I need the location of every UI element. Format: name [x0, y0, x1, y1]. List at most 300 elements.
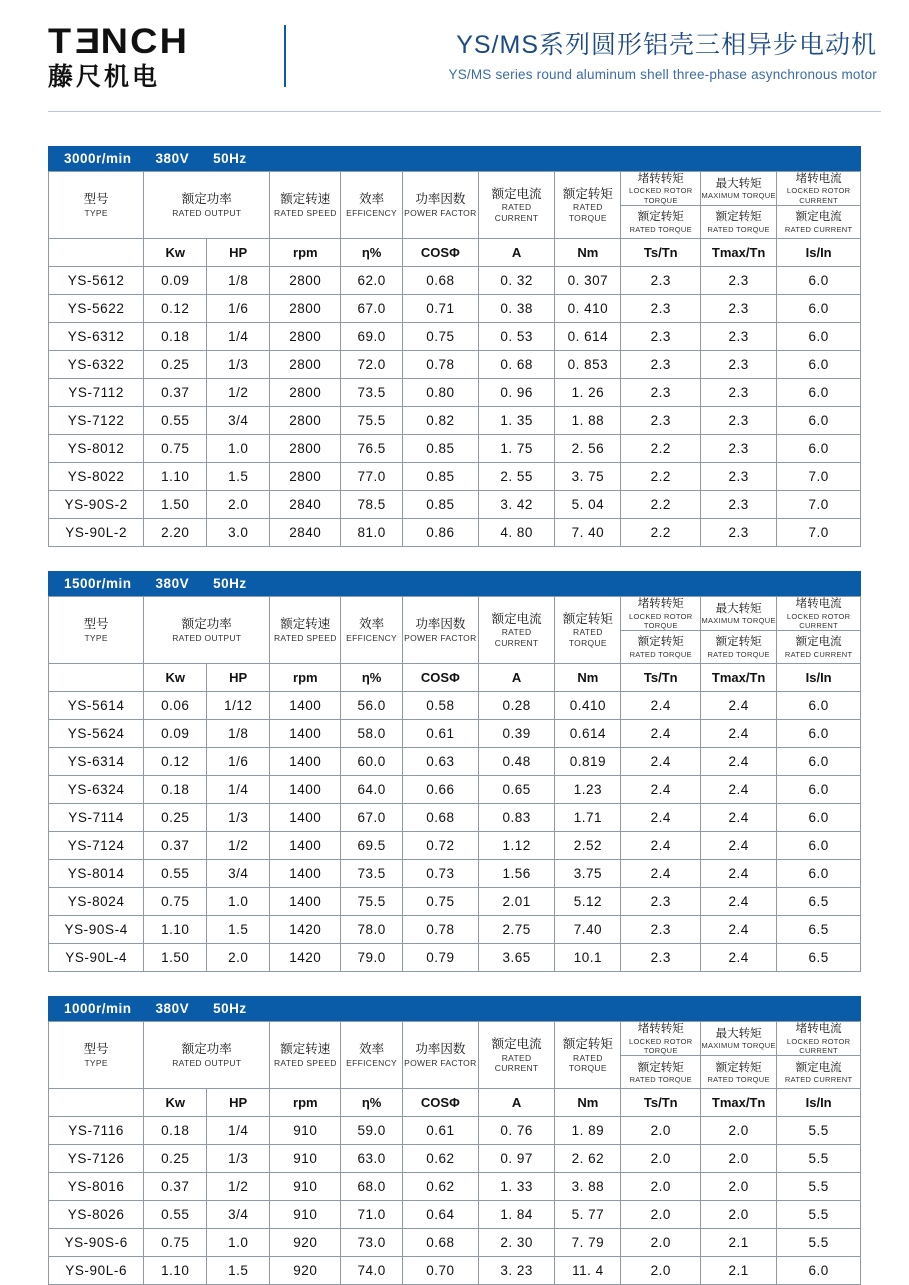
cell-tmax-tn: 2.0	[701, 1173, 777, 1201]
cell-type: YS-5612	[49, 267, 144, 295]
cell-type: YS-8016	[49, 1173, 144, 1201]
spec-table	[48, 171, 861, 547]
cell-ts-tn: 2.2	[621, 491, 701, 519]
unit-tmax-tn: Tmax/Tn	[701, 664, 777, 692]
cell-cos: 0.85	[402, 435, 478, 463]
cell-is-in: 6.0	[777, 407, 861, 435]
cell-kw: 0.25	[144, 804, 207, 832]
unit-cos: COSΦ	[402, 239, 478, 267]
table-row	[49, 832, 861, 860]
cell-kw: 1.50	[144, 944, 207, 972]
header-row-units	[49, 1089, 861, 1117]
cell-hp: 1/2	[207, 1173, 270, 1201]
table-row	[49, 1229, 861, 1257]
cell-eff: 73.5	[341, 379, 402, 407]
cell-tmax-tn: 2.4	[701, 692, 777, 720]
cell-is-in: 7.0	[777, 519, 861, 547]
cell-tmax-tn: 2.4	[701, 860, 777, 888]
table-row	[49, 407, 861, 435]
col-rated-speed: 额定转速 RATED SPEED	[270, 172, 341, 239]
cell-rpm: 920	[270, 1257, 341, 1285]
cell-ts-tn: 2.2	[621, 519, 701, 547]
cell-cos: 0.78	[402, 916, 478, 944]
cell-hp: 3.0	[207, 519, 270, 547]
cell-kw: 2.20	[144, 519, 207, 547]
band-speed: 3000r/min	[64, 151, 132, 166]
cell-kw: 1.10	[144, 463, 207, 491]
cell-amp: 1. 33	[478, 1173, 554, 1201]
cell-is-in: 6.5	[777, 944, 861, 972]
band-frequency: 50Hz	[213, 1001, 247, 1017]
col-locked-rotor-torque: 堵转转矩 LOCKED ROTOR TORQUE	[621, 597, 701, 631]
unit-eff: η%	[341, 664, 402, 692]
cell-cos: 0.61	[402, 1117, 478, 1145]
cell-type: YS-6322	[49, 351, 144, 379]
unit-ts-tn: Ts/Tn	[621, 664, 701, 692]
cell-tmax-tn: 2.4	[701, 888, 777, 916]
cell-kw: 0.75	[144, 888, 207, 916]
cell-type: YS-5622	[49, 295, 144, 323]
cell-type: YS-8014	[49, 860, 144, 888]
col-power-factor: 功率因数 POWER FACTOR	[402, 172, 478, 239]
cell-hp: 1/4	[207, 776, 270, 804]
header-row-units	[49, 239, 861, 267]
cell-nm: 7. 79	[555, 1229, 621, 1257]
cell-amp: 1. 75	[478, 435, 554, 463]
cell-tmax-tn: 2.0	[701, 1145, 777, 1173]
cell-rpm: 2800	[270, 295, 341, 323]
cell-is-in: 6.0	[777, 351, 861, 379]
cell-rpm: 2800	[270, 463, 341, 491]
col-power-factor: 功率因数 POWER FACTOR	[402, 597, 478, 664]
cell-ts-tn: 2.3	[621, 888, 701, 916]
cell-nm: 1. 26	[555, 379, 621, 407]
cell-type: YS-7126	[49, 1145, 144, 1173]
cell-kw: 0.12	[144, 748, 207, 776]
cell-is-in: 6.0	[777, 804, 861, 832]
cell-tmax-tn: 2.3	[701, 267, 777, 295]
header-title-block	[312, 30, 881, 81]
cell-eff: 62.0	[341, 267, 402, 295]
cell-ts-tn: 2.3	[621, 351, 701, 379]
cell-hp: 1.5	[207, 463, 270, 491]
cell-amp: 0. 38	[478, 295, 554, 323]
cell-amp: 0.28	[478, 692, 554, 720]
unit-cos: COSΦ	[402, 664, 478, 692]
unit-is-in: Is/In	[777, 1089, 861, 1117]
unit-amp: A	[478, 1089, 554, 1117]
cell-type: YS-90S-6	[49, 1229, 144, 1257]
cell-kw: 0.18	[144, 1117, 207, 1145]
col-locked-rotor-current: 堵转电流 LOCKED ROTOR CURRENT	[777, 1022, 861, 1056]
cell-type: YS-7116	[49, 1117, 144, 1145]
cell-tmax-tn: 2.4	[701, 748, 777, 776]
cell-is-in: 6.0	[777, 435, 861, 463]
cell-is-in: 6.0	[777, 267, 861, 295]
brand-logo	[48, 20, 278, 92]
cell-hp: 1/6	[207, 748, 270, 776]
cell-tmax-tn: 2.4	[701, 776, 777, 804]
cell-hp: 1/2	[207, 832, 270, 860]
cell-rpm: 2800	[270, 267, 341, 295]
col-locked-rotor-torque: 堵转转矩 LOCKED ROTOR TORQUE	[621, 1022, 701, 1056]
cell-type: YS-7112	[49, 379, 144, 407]
cell-ts-tn: 2.4	[621, 776, 701, 804]
cell-eff: 77.0	[341, 463, 402, 491]
cell-kw: 1.10	[144, 916, 207, 944]
cell-eff: 63.0	[341, 1145, 402, 1173]
cell-eff: 78.5	[341, 491, 402, 519]
cell-rpm: 910	[270, 1173, 341, 1201]
section-band	[48, 996, 861, 1021]
cell-cos: 0.82	[402, 407, 478, 435]
cell-eff: 72.0	[341, 351, 402, 379]
unit-nm: Nm	[555, 1089, 621, 1117]
table-row	[49, 267, 861, 295]
unit-eff: η%	[341, 239, 402, 267]
cell-type: YS-8024	[49, 888, 144, 916]
col-rated-torque: 额定转矩 RATED TORQUE	[555, 172, 621, 239]
cell-ts-tn: 2.3	[621, 916, 701, 944]
cell-rpm: 1420	[270, 916, 341, 944]
cell-rpm: 1400	[270, 860, 341, 888]
cell-is-in: 5.5	[777, 1145, 861, 1173]
table-row	[49, 491, 861, 519]
unit-hp: HP	[207, 239, 270, 267]
col-sub-rated-current: 额定电流 RATED CURRENT	[777, 206, 861, 239]
cell-nm: 10.1	[555, 944, 621, 972]
cell-cos: 0.78	[402, 351, 478, 379]
cell-rpm: 2840	[270, 519, 341, 547]
cell-nm: 0. 853	[555, 351, 621, 379]
spec-table	[48, 1021, 861, 1285]
cell-nm: 0.614	[555, 720, 621, 748]
unit-ts-tn: Ts/Tn	[621, 239, 701, 267]
cell-type: YS-90L-2	[49, 519, 144, 547]
logo-chinese-name: 藤尺机电	[48, 63, 161, 92]
cell-nm: 2.52	[555, 832, 621, 860]
cell-is-in: 6.5	[777, 916, 861, 944]
col-efficiency: 效率 EFFICENCY	[341, 1022, 402, 1089]
cell-nm: 7.40	[555, 916, 621, 944]
cell-nm: 0. 410	[555, 295, 621, 323]
cell-tmax-tn: 2.0	[701, 1201, 777, 1229]
cell-is-in: 6.0	[777, 832, 861, 860]
section-band	[48, 146, 861, 171]
cell-eff: 67.0	[341, 295, 402, 323]
cell-kw: 0.18	[144, 776, 207, 804]
cell-ts-tn: 2.3	[621, 267, 701, 295]
cell-kw: 1.50	[144, 491, 207, 519]
cell-hp: 1.0	[207, 1229, 270, 1257]
cell-type: YS-6324	[49, 776, 144, 804]
band-speed: 1500r/min	[64, 576, 132, 592]
col-locked-rotor-current: 堵转电流 LOCKED ROTOR CURRENT	[777, 172, 861, 206]
col-locked-rotor-torque: 堵转转矩 LOCKED ROTOR TORQUE	[621, 172, 701, 206]
table-row	[49, 720, 861, 748]
cell-eff: 75.5	[341, 888, 402, 916]
col-type: 型号 TYPE	[49, 172, 144, 239]
cell-nm: 1. 88	[555, 407, 621, 435]
col-sub-rated-current: 额定电流 RATED CURRENT	[777, 631, 861, 664]
cell-tmax-tn: 2.4	[701, 832, 777, 860]
cell-is-in: 6.0	[777, 860, 861, 888]
cell-nm: 1. 89	[555, 1117, 621, 1145]
cell-amp: 2.01	[478, 888, 554, 916]
cell-nm: 2. 62	[555, 1145, 621, 1173]
cell-ts-tn: 2.0	[621, 1257, 701, 1285]
col-sub-rated-torque-1: 额定转矩 RATED TORQUE	[621, 1056, 701, 1089]
cell-cos: 0.62	[402, 1145, 478, 1173]
cell-nm: 0. 614	[555, 323, 621, 351]
col-efficiency: 效率 EFFICENCY	[341, 597, 402, 664]
cell-cos: 0.86	[402, 519, 478, 547]
table-row	[49, 748, 861, 776]
cell-rpm: 2800	[270, 435, 341, 463]
col-rated-output: 额定功率 RATED OUTPUT	[144, 1022, 270, 1089]
table-row	[49, 888, 861, 916]
cell-eff: 76.5	[341, 435, 402, 463]
cell-type: YS-6314	[49, 748, 144, 776]
cell-hp: 1/6	[207, 295, 270, 323]
cell-type: YS-8012	[49, 435, 144, 463]
cell-eff: 69.0	[341, 323, 402, 351]
col-maximum-torque: 最大转矩 MAXIMUM TORQUE	[701, 597, 777, 631]
cell-rpm: 910	[270, 1201, 341, 1229]
cell-kw: 0.55	[144, 1201, 207, 1229]
cell-ts-tn: 2.4	[621, 860, 701, 888]
cell-rpm: 1420	[270, 944, 341, 972]
cell-nm: 7. 40	[555, 519, 621, 547]
cell-hp: 1/3	[207, 804, 270, 832]
cell-rpm: 920	[270, 1229, 341, 1257]
spec-table	[48, 596, 861, 972]
section-1500rpm	[48, 571, 861, 972]
cell-eff: 79.0	[341, 944, 402, 972]
cell-cos: 0.73	[402, 860, 478, 888]
cell-hp: 3/4	[207, 407, 270, 435]
cell-ts-tn: 2.2	[621, 463, 701, 491]
cell-eff: 60.0	[341, 748, 402, 776]
col-rated-output: 额定功率 RATED OUTPUT	[144, 597, 270, 664]
cell-kw: 0.37	[144, 832, 207, 860]
cell-eff: 75.5	[341, 407, 402, 435]
cell-hp: 1/4	[207, 1117, 270, 1145]
cell-hp: 1.0	[207, 435, 270, 463]
spec-sheet	[0, 146, 909, 1285]
table-row	[49, 860, 861, 888]
cell-hp: 1/3	[207, 351, 270, 379]
cell-cos: 0.72	[402, 832, 478, 860]
cell-cos: 0.68	[402, 1229, 478, 1257]
cell-amp: 0. 53	[478, 323, 554, 351]
table-row	[49, 463, 861, 491]
cell-ts-tn: 2.3	[621, 407, 701, 435]
cell-tmax-tn: 2.4	[701, 916, 777, 944]
col-type: 型号 TYPE	[49, 597, 144, 664]
band-speed: 1000r/min	[64, 1001, 132, 1017]
cell-eff: 64.0	[341, 776, 402, 804]
cell-tmax-tn: 2.3	[701, 351, 777, 379]
band-frequency: 50Hz	[213, 576, 247, 592]
cell-nm: 3.75	[555, 860, 621, 888]
cell-type: YS-7114	[49, 804, 144, 832]
table-row	[49, 944, 861, 972]
cell-rpm: 1400	[270, 748, 341, 776]
cell-amp: 1. 84	[478, 1201, 554, 1229]
cell-amp: 0.83	[478, 804, 554, 832]
cell-nm: 5. 04	[555, 491, 621, 519]
cell-eff: 71.0	[341, 1201, 402, 1229]
cell-rpm: 2840	[270, 491, 341, 519]
table-row	[49, 1145, 861, 1173]
cell-amp: 3. 23	[478, 1257, 554, 1285]
col-rated-output: 额定功率 RATED OUTPUT	[144, 172, 270, 239]
cell-nm: 5. 77	[555, 1201, 621, 1229]
cell-kw: 0.25	[144, 351, 207, 379]
section-3000rpm	[48, 146, 861, 547]
unit-rpm: rpm	[270, 239, 341, 267]
page-title-cn: YS/MS系列圆形铝壳三相异步电动机	[456, 31, 877, 60]
cell-nm: 11. 4	[555, 1257, 621, 1285]
cell-cos: 0.64	[402, 1201, 478, 1229]
cell-ts-tn: 2.0	[621, 1173, 701, 1201]
cell-nm: 5.12	[555, 888, 621, 916]
cell-tmax-tn: 2.3	[701, 379, 777, 407]
unit-amp: A	[478, 239, 554, 267]
cell-ts-tn: 2.0	[621, 1145, 701, 1173]
cell-amp: 0.48	[478, 748, 554, 776]
header-row-units	[49, 664, 861, 692]
col-sub-rated-torque-2: 额定转矩 RATED TORQUE	[701, 206, 777, 239]
cell-nm: 0. 307	[555, 267, 621, 295]
cell-hp: 1/8	[207, 267, 270, 295]
cell-ts-tn: 2.0	[621, 1201, 701, 1229]
cell-kw: 0.12	[144, 295, 207, 323]
cell-is-in: 6.0	[777, 776, 861, 804]
cell-ts-tn: 2.4	[621, 692, 701, 720]
col-sub-rated-torque-2: 额定转矩 RATED TORQUE	[701, 631, 777, 664]
unit-hp: HP	[207, 1089, 270, 1117]
cell-is-in: 5.5	[777, 1201, 861, 1229]
cell-amp: 2. 55	[478, 463, 554, 491]
cell-is-in: 6.0	[777, 748, 861, 776]
band-voltage: 380V	[155, 1001, 190, 1017]
table-row	[49, 1201, 861, 1229]
cell-hp: 1/12	[207, 692, 270, 720]
unit-nm: Nm	[555, 239, 621, 267]
table-row	[49, 776, 861, 804]
cell-tmax-tn: 2.3	[701, 463, 777, 491]
cell-amp: 2.75	[478, 916, 554, 944]
col-rated-speed: 额定转速 RATED SPEED	[270, 1022, 341, 1089]
cell-hp: 3/4	[207, 1201, 270, 1229]
cell-eff: 81.0	[341, 519, 402, 547]
cell-amp: 0.39	[478, 720, 554, 748]
cell-amp: 0. 32	[478, 267, 554, 295]
cell-tmax-tn: 2.1	[701, 1229, 777, 1257]
cell-eff: 67.0	[341, 804, 402, 832]
unit-eff: η%	[341, 1089, 402, 1117]
cell-type: YS-90L-4	[49, 944, 144, 972]
col-maximum-torque: 最大转矩 MAXIMUM TORQUE	[701, 172, 777, 206]
cell-hp: 3/4	[207, 860, 270, 888]
cell-rpm: 910	[270, 1117, 341, 1145]
cell-tmax-tn: 2.3	[701, 407, 777, 435]
cell-kw: 0.09	[144, 267, 207, 295]
cell-ts-tn: 2.4	[621, 832, 701, 860]
cell-nm: 3. 75	[555, 463, 621, 491]
cell-is-in: 7.0	[777, 463, 861, 491]
cell-hp: 1/3	[207, 1145, 270, 1173]
logo-wordmark: TENCH	[48, 22, 190, 62]
table-row	[49, 435, 861, 463]
cell-rpm: 1400	[270, 888, 341, 916]
cell-eff: 58.0	[341, 720, 402, 748]
cell-ts-tn: 2.0	[621, 1117, 701, 1145]
cell-nm: 2. 56	[555, 435, 621, 463]
unit-amp: A	[478, 664, 554, 692]
cell-type: YS-90S-2	[49, 491, 144, 519]
table-row	[49, 1173, 861, 1201]
col-maximum-torque: 最大转矩 MAXIMUM TORQUE	[701, 1022, 777, 1056]
unit-type	[49, 664, 144, 692]
cell-type: YS-5614	[49, 692, 144, 720]
cell-kw: 0.75	[144, 435, 207, 463]
cell-ts-tn: 2.3	[621, 323, 701, 351]
table-row	[49, 519, 861, 547]
cell-rpm: 1400	[270, 804, 341, 832]
table-row	[49, 1257, 861, 1285]
cell-kw: 0.55	[144, 407, 207, 435]
cell-ts-tn: 2.3	[621, 295, 701, 323]
band-voltage: 380V	[155, 151, 190, 166]
cell-cos: 0.68	[402, 267, 478, 295]
page-title-en: YS/MS series round aluminum shell three-phase asynchronous motor	[448, 66, 877, 82]
cell-hp: 1.5	[207, 916, 270, 944]
cell-amp: 1.56	[478, 860, 554, 888]
cell-type: YS-90L-6	[49, 1257, 144, 1285]
col-locked-rotor-current: 堵转电流 LOCKED ROTOR CURRENT	[777, 597, 861, 631]
cell-cos: 0.70	[402, 1257, 478, 1285]
cell-cos: 0.68	[402, 804, 478, 832]
page-header	[0, 0, 909, 112]
cell-amp: 1. 35	[478, 407, 554, 435]
cell-kw: 0.37	[144, 1173, 207, 1201]
cell-type: YS-8022	[49, 463, 144, 491]
unit-rpm: rpm	[270, 1089, 341, 1117]
table-row	[49, 323, 861, 351]
cell-rpm: 910	[270, 1145, 341, 1173]
cell-type: YS-6312	[49, 323, 144, 351]
cell-nm: 3. 88	[555, 1173, 621, 1201]
cell-nm: 1.71	[555, 804, 621, 832]
cell-hp: 2.0	[207, 491, 270, 519]
cell-rpm: 1400	[270, 692, 341, 720]
cell-tmax-tn: 2.0	[701, 1117, 777, 1145]
cell-eff: 68.0	[341, 1173, 402, 1201]
cell-cos: 0.80	[402, 379, 478, 407]
cell-is-in: 6.5	[777, 888, 861, 916]
cell-eff: 56.0	[341, 692, 402, 720]
cell-is-in: 6.0	[777, 692, 861, 720]
table-row	[49, 379, 861, 407]
col-sub-rated-torque-1: 额定转矩 RATED TORQUE	[621, 631, 701, 664]
unit-kw: Kw	[144, 664, 207, 692]
band-frequency: 50Hz	[213, 151, 247, 166]
cell-hp: 1.0	[207, 888, 270, 916]
cell-eff: 59.0	[341, 1117, 402, 1145]
